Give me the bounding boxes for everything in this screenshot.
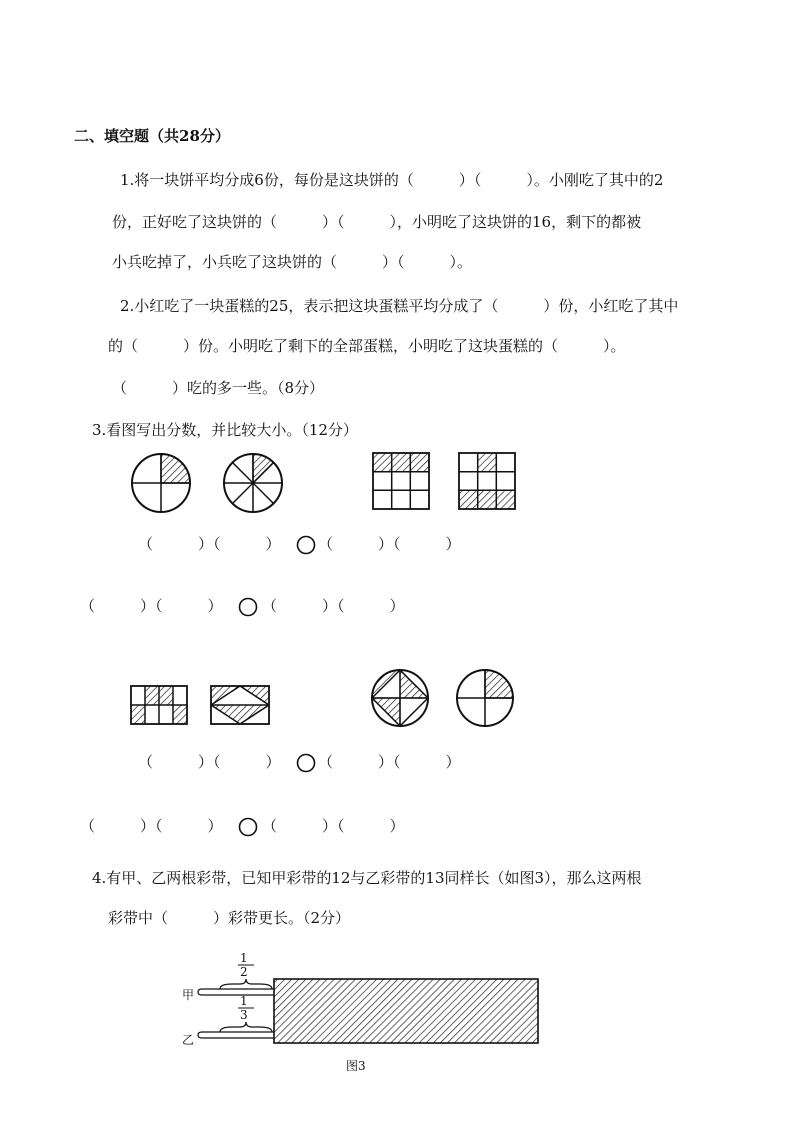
row4-blanks-left: （ ）（ ） — [80, 817, 223, 835]
frac-bottom-denominator: 3 — [240, 1008, 248, 1022]
figure-3-ribbon-diagram — [172, 950, 542, 1050]
q4-line2: 彩带中（ ）彩带更长。（2分） — [108, 909, 351, 927]
grid-checker-figure — [130, 685, 188, 725]
section-title: 二、填空题（共28分） — [74, 127, 230, 145]
compare-circle-3 — [296, 753, 316, 773]
q1-line2: 份，正好吃了这块饼的（ ）（ ），小明吃了这块饼的16，剩下的都被 — [112, 213, 642, 231]
q4-line1: 4.有甲、乙两根彩带，已知甲彩带的12与乙彩带的13同样长（如图3），那么这两根 — [92, 869, 642, 887]
label-yi: 乙 — [182, 1033, 195, 1047]
q1-line3: 小兵吃掉了，小兵吃了这块饼的（ ）（ ）。 — [112, 253, 473, 271]
row2-blanks-right: （ ）（ ） — [262, 597, 405, 615]
label-jia: 甲 — [182, 988, 195, 1002]
row1-blanks-left: （ ）（ ） — [138, 535, 281, 553]
q3-title: 3.看图写出分数，并比较大小。（12分） — [92, 421, 358, 439]
frac-top-numerator: 1 — [240, 951, 248, 965]
frac-top-denominator: 2 — [240, 965, 248, 979]
compare-circle-1 — [296, 535, 316, 555]
circle-eighths-figure — [222, 452, 284, 514]
circle-square-figure — [370, 668, 430, 728]
row1-blanks-right: （ ）（ ） — [318, 535, 461, 553]
row3-blanks-left: （ ）（ ） — [138, 753, 281, 771]
circle-quarters-figure — [130, 452, 192, 514]
q2-line2: 的（ ）份。小明吃了剩下的全部蛋糕，小明吃了这块蛋糕的（ ）。 — [108, 337, 626, 355]
rect-diamond-figure — [210, 685, 270, 725]
row4-blanks-right: （ ）（ ） — [262, 817, 405, 835]
frac-bottom-numerator: 1 — [240, 994, 248, 1008]
figure-caption: 图3 — [346, 1059, 366, 1073]
compare-circle-4 — [238, 817, 258, 837]
q1-line1: 1.将一块饼平均分成6份，每份是这块饼的（ ）（ ）。小刚吃了其中的2 — [120, 171, 664, 189]
row2-blanks-left: （ ）（ ） — [80, 597, 223, 615]
q2-line1: 2.小红吃了一块蛋糕的25，表示把这块蛋糕平均分成了（ ）份，小红吃了其中 — [120, 297, 679, 315]
row3-blanks-right: （ ）（ ） — [318, 753, 461, 771]
q2-line3: （ ）吃的多一些。（8分） — [112, 379, 325, 397]
grid-top-row-figure — [372, 452, 430, 510]
grid-scattered-figure — [458, 452, 516, 510]
circle-quarter-hatched-figure — [455, 668, 515, 728]
compare-circle-2 — [238, 597, 258, 617]
